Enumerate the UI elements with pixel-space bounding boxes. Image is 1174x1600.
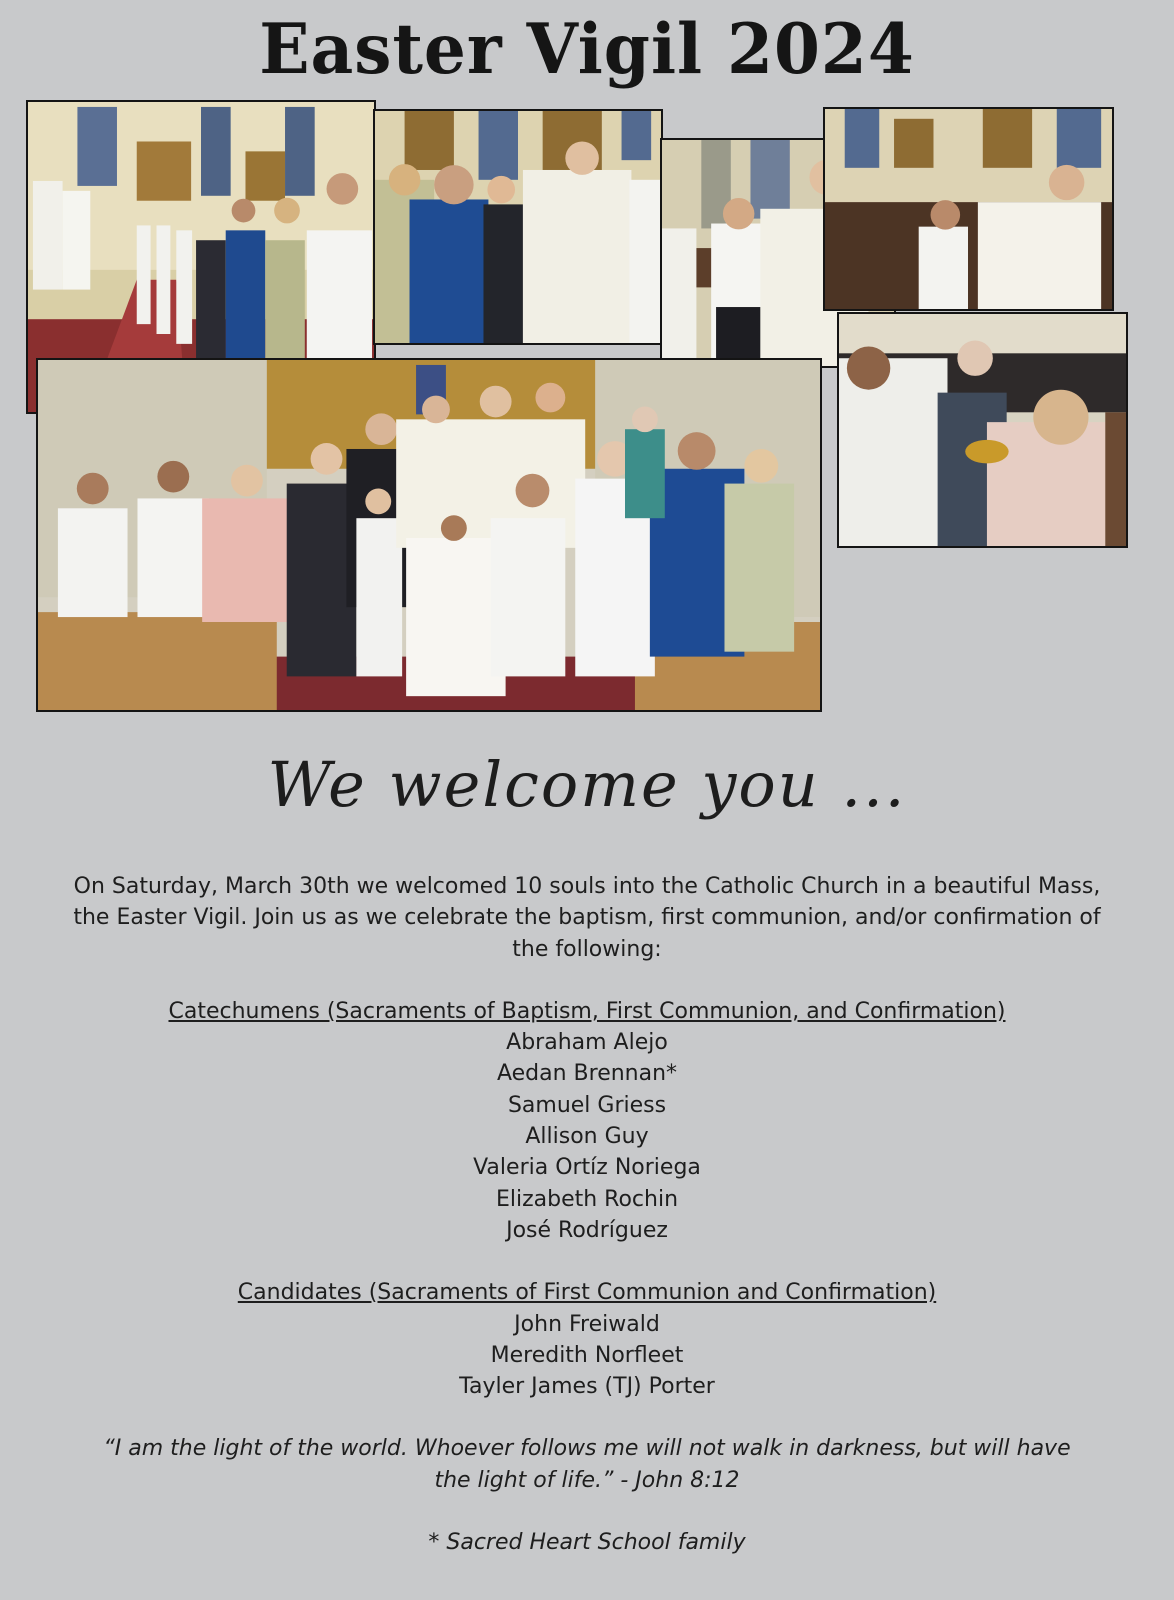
footnote: * Sacred Heart School family <box>428 1530 746 1556</box>
list-item: Aedan Brennan* <box>496 1061 678 1087</box>
photo-communion <box>837 312 1128 548</box>
list-item: Meredith Norfleet <box>490 1342 684 1368</box>
list-item: Valeria Ortíz Noriega <box>473 1155 701 1181</box>
page-title: Easter Vigil 2024 <box>259 8 915 90</box>
list-item: John Freiwald <box>514 1311 660 1337</box>
welcome-script-heading: We welcome you ... <box>267 748 907 821</box>
scripture-quote: “I am the light of the world. Whoever follows me will not walk in darkness, but will have the light of life.” - John 8:12 <box>103 1436 1071 1493</box>
catechumens-heading: Catechumens (Sacraments of Baptism, First Communion, and Confirmation) <box>168 998 1006 1024</box>
candidates-list <box>70 1309 1104 1403</box>
photo-blessing <box>373 109 663 345</box>
intro-paragraph: On Saturday, March 30th we welcomed 10 souls into the Catholic Church in a beautiful Mass, the Easter Vigil. Join us as we celebrate the baptism, first communion, and/or confirmation of the following: <box>73 874 1101 962</box>
list-item: Elizabeth Rochin <box>495 1186 679 1212</box>
photo-group <box>36 358 822 712</box>
list-item: José Rodríguez <box>506 1217 668 1243</box>
list-item: Tayler James (TJ) Porter <box>459 1374 715 1400</box>
list-item: Abraham Alejo <box>506 1030 668 1056</box>
list-item: Allison Guy <box>525 1124 649 1150</box>
photo-confirmation <box>823 107 1114 311</box>
catechumens-list <box>70 1027 1104 1246</box>
announcement-body <box>70 871 1104 1558</box>
list-item: Samuel Griess <box>507 1092 667 1118</box>
candidates-heading: Candidates (Sacraments of First Communion and Confirmation) <box>237 1280 937 1306</box>
